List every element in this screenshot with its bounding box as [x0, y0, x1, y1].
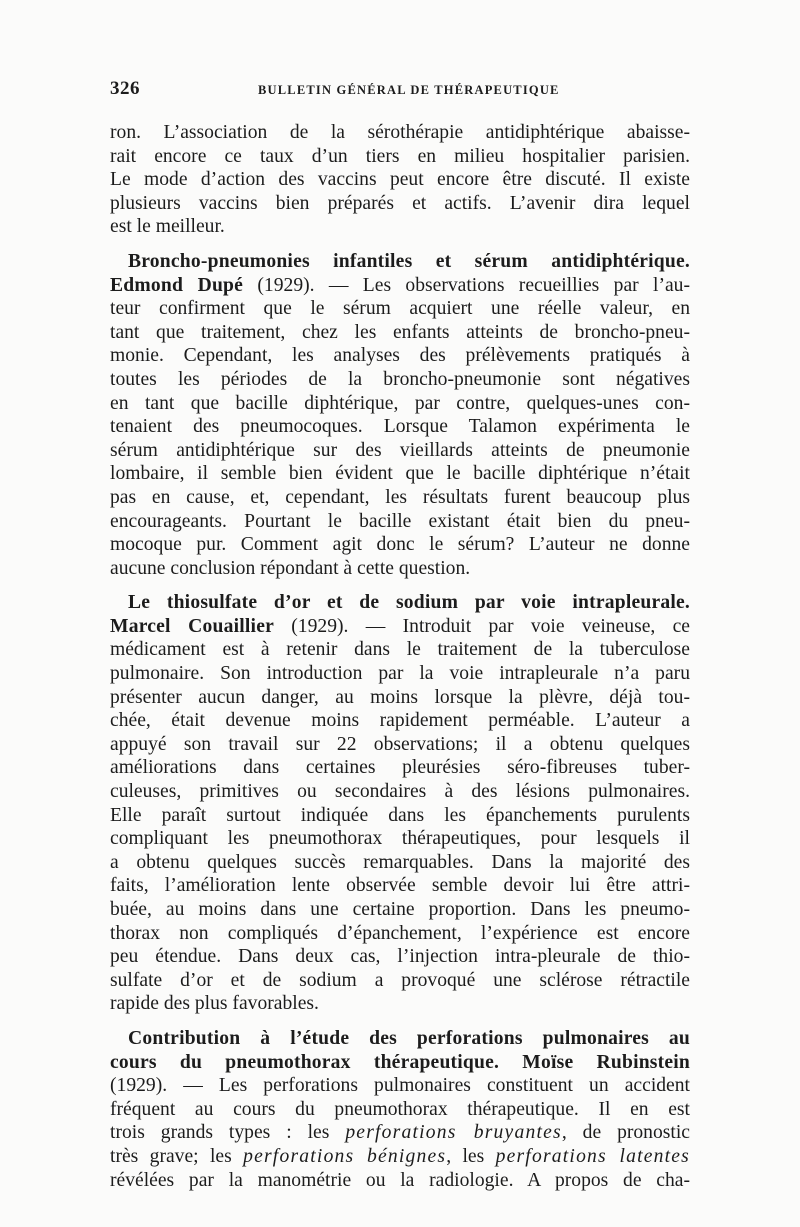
- line-text: chée, était devenue moins rapidement perméable. L’auteur a: [110, 710, 690, 732]
- bold-text: Contribution à l’étude des perforations pulmonaires au: [128, 1027, 690, 1049]
- line-text: teur confirment que le sérum acquiert une réelle valeur, en: [110, 298, 690, 320]
- text-line: [110, 780, 690, 804]
- text-line: [110, 344, 690, 368]
- line-text: aucune conclusion répondant à cette question.: [110, 557, 471, 579]
- text-line: [110, 591, 690, 615]
- line-text: ron. L’association de la sérothérapie antidiphtérique abaisse-: [110, 122, 690, 143]
- line-text: améliorations dans certaines pleurésies séro-fibreuses tuber-: [110, 757, 690, 779]
- text-line: [110, 533, 690, 557]
- text-line: [110, 922, 690, 946]
- text-line: [110, 1169, 690, 1193]
- text-line: [110, 250, 690, 274]
- line-text: thorax non compliqués d’épanchement, l’expérience est encore: [110, 922, 690, 944]
- text-line: [110, 1051, 690, 1075]
- paragraph-gap: [110, 1016, 690, 1027]
- text-line: [110, 145, 690, 169]
- paragraph-gap: [110, 580, 690, 591]
- line-text: appuyé son travail sur 22 observations; il a obtenu quelques: [110, 733, 690, 755]
- text-line: [110, 969, 690, 993]
- italic-text: perforations bruyantes: [345, 1122, 562, 1144]
- text-line: [110, 662, 690, 686]
- text-line: [110, 462, 690, 486]
- line-text: compliquant les pneumothorax thérapeutiques, pour lesquels il: [110, 828, 690, 850]
- text-line: [110, 1098, 690, 1122]
- line-text: révélées par la manométrie ou la radiologie. A propos de cha-: [110, 1169, 690, 1191]
- text-line: [110, 733, 690, 757]
- line-text: médicament est à retenir dans le traitement de la tuberculose: [110, 639, 690, 661]
- line-text: plusieurs vaccins bien préparés et actifs. L’avenir dira lequel: [110, 192, 690, 214]
- line-text: rait encore ce taux d’un tiers en milieu hospitalier parisien.: [110, 145, 690, 167]
- text-line: [110, 804, 690, 828]
- paragraph-gap: [110, 239, 690, 250]
- line-text: Elle paraît surtout indiquée dans les épanchements purulents: [110, 804, 690, 826]
- line-text: fréquent au cours du pneumothorax thérapeutique. Il en est: [110, 1098, 690, 1120]
- line-text: culeuses, primitives ou secondaires à des lésions pulmonaires.: [110, 781, 690, 803]
- line-text: tant que traitement, chez les enfants atteints de broncho-pneu-: [110, 321, 690, 343]
- text-line: [110, 392, 690, 416]
- line-text: rapide des plus favorables.: [110, 993, 319, 1015]
- italic-text: perforations bénignes: [243, 1145, 447, 1167]
- text-line: [110, 1145, 690, 1169]
- line-text: Le mode d’action des vaccins peut encore être discuté. Il existe: [110, 169, 690, 191]
- text-line: [110, 638, 690, 662]
- text-line: [110, 898, 690, 922]
- line-text: monie. Cependant, les analyses des prélèvements pratiqués à: [110, 345, 690, 367]
- text-line: [110, 851, 690, 875]
- text-line: [110, 439, 690, 463]
- line-text: faits, l’amélioration lente observée semble devoir lui être attri-: [110, 875, 690, 897]
- text-line: [110, 297, 690, 321]
- text-line: [110, 992, 690, 1016]
- text-line: [110, 1027, 690, 1051]
- line-text: (1929). — Les perforations pulmonaires constituent un accident: [110, 1075, 690, 1097]
- page-number: 326: [110, 78, 140, 99]
- line-text: pulmonaire. Son introduction par la voie intrapleurale n’a paru: [110, 663, 690, 685]
- text-line: [110, 168, 690, 192]
- italic-text: perforations latentes: [495, 1145, 690, 1167]
- bold-text: Marcel Couaillier: [110, 615, 274, 637]
- line-text: peu étendue. Dans deux cas, l’injection intra-pleurale de thio-: [110, 946, 690, 968]
- line-text: sérum antidiphtérique sur des vieillards atteints de pneumonie: [110, 439, 690, 461]
- page-header: [110, 78, 690, 100]
- line-text: présenter aucun danger, au moins lorsque la plèvre, déjà tou-: [110, 686, 690, 708]
- bold-text: cours du pneumothorax thérapeutique. Moïse Rubinstein: [110, 1051, 690, 1073]
- line-text: , de pronostic: [561, 1122, 690, 1144]
- body-text: [110, 121, 690, 1192]
- text-line: [110, 1121, 690, 1145]
- line-text: (1929). — Les observations recueillies par l’au-: [243, 274, 690, 296]
- text-line: [110, 686, 690, 710]
- line-text: (1929). — Introduit par voie veineuse, ce: [273, 615, 690, 637]
- bold-text: Edmond Dupé: [110, 274, 244, 296]
- text-line: [110, 486, 690, 510]
- bold-text: Le thiosulfate d’or et de sodium par voie intrapleurale.: [128, 592, 690, 614]
- line-text: mocoque pur. Comment agit donc le sérum? L’auteur ne donne: [110, 534, 690, 556]
- text-line: [110, 121, 690, 145]
- line-text: buée, au moins dans une certaine proportion. Dans les pneumo-: [110, 899, 690, 920]
- line-text: encourageants. Pourtant le bacille existant était bien du pneu-: [110, 510, 690, 532]
- text-line: [110, 321, 690, 345]
- bold-text: Broncho-pneumonies infantiles et sérum antidiphtérique.: [128, 250, 690, 272]
- line-text: trois grands types : les: [110, 1122, 346, 1144]
- line-text: est le meilleur.: [110, 216, 225, 238]
- line-text: très grave; les: [110, 1145, 244, 1167]
- line-text: toutes les périodes de la broncho-pneumonie sont négatives: [110, 368, 690, 390]
- text-line: [110, 510, 690, 534]
- line-text: sulfate d’or et de sodium a provoqué une sclérose rétractile: [110, 969, 690, 991]
- line-text: tenaient des pneumocoques. Lorsque Talamon expérimenta le: [110, 416, 690, 438]
- text-line: [110, 827, 690, 851]
- text-line: [110, 192, 690, 216]
- line-text: , les: [446, 1145, 496, 1167]
- text-line: [110, 709, 690, 733]
- text-line: [110, 874, 690, 898]
- text-line: [110, 557, 690, 581]
- text-line: [110, 215, 690, 239]
- text-line: [110, 274, 690, 298]
- line-text: en tant que bacille diphtérique, par contre, quelques-unes con-: [110, 392, 690, 414]
- text-line: [110, 415, 690, 439]
- running-head: BULLETIN GÉNÉRAL DE THÉRAPEUTIQUE: [258, 83, 560, 97]
- line-text: lombaire, il semble bien évident que le bacille diphtérique n’était: [110, 463, 690, 485]
- text-line: [110, 1074, 690, 1098]
- line-text: a obtenu quelques succès remarquables. Dans la majorité des: [110, 851, 690, 873]
- text-line: [110, 615, 690, 639]
- text-line: [110, 756, 690, 780]
- line-text: pas en cause, et, cependant, les résultats furent beaucoup plus: [110, 486, 690, 508]
- text-line: [110, 368, 690, 392]
- text-line: [110, 945, 690, 969]
